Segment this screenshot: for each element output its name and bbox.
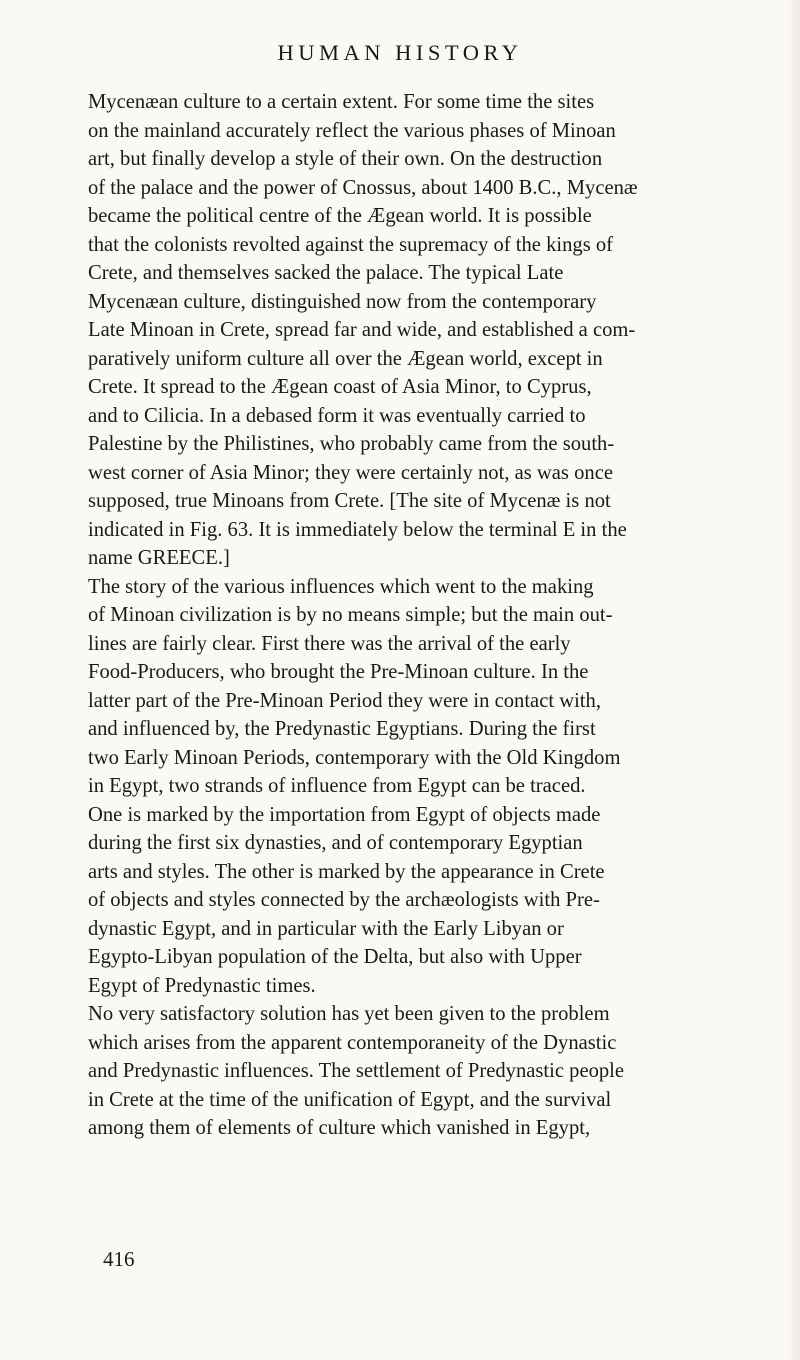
page-number: 416: [103, 1247, 135, 1271]
text-line: and Predynastic influences. The settlement of Predynastic people: [88, 1060, 625, 1082]
text-line: and influenced by, the Predynastic Egyptians. During the first: [88, 718, 596, 740]
text-line: One is marked by the importation from Egypt of objects made: [88, 803, 601, 826]
text-line: and to Cilicia. In a debased form it was eventually carried to: [88, 404, 586, 427]
running-head: HUMAN HISTORY: [277, 40, 523, 65]
text-line: which arises from the apparent contemporaneity of the Dynastic: [88, 1031, 617, 1054]
text-line: that the colonists revolted against the supremacy of the kings of: [88, 233, 614, 256]
text-line: of the palace and the power of Cnossus, about 1400 B.C., Mycenæ: [88, 176, 638, 199]
text-line: dynastic Egypt, and in particular with the Early Libyan or: [88, 917, 564, 940]
text-line: Mycenæan culture to a certain extent. For some time the sites: [88, 91, 595, 113]
text-line: art, but finally develop a style of their own. On the destruction: [88, 148, 603, 170]
text-line: during the first six dynasties, and of contemporary Egyptian: [88, 832, 583, 854]
text-line: on the mainland accurately reflect the various phases of Minoan: [88, 119, 616, 142]
text-line: paratively uniform culture all over the Ægean world, except in: [88, 347, 603, 370]
text-line: Crete, and themselves sacked the palace. The typical Late: [88, 262, 564, 284]
body-text: [88, 88, 764, 1143]
text-line: Egypto-Libyan population of the Delta, but also with Upper: [88, 946, 582, 968]
text-line: of Minoan civilization is by no means simple; but the main out-: [88, 604, 613, 626]
text-line: two Early Minoan Periods, contemporary with the Old Kingdom: [88, 746, 621, 769]
text-line: Egypt of Predynastic times.: [88, 974, 316, 997]
text-line: among them of elements of culture which vanished in Egypt,: [88, 1117, 591, 1139]
text-line: indicated in Fig. 63. It is immediately below the terminal E in the: [88, 518, 627, 541]
text-line: The story of the various influences which went to the making: [88, 575, 594, 598]
text-line: of objects and styles connected by the archæologists with Pre-: [88, 889, 600, 911]
text-line: became the political centre of the Ægean world. It is possible: [88, 205, 592, 227]
text-line: in Crete at the time of the unification of Egypt, and the survival: [88, 1088, 612, 1111]
text-line: Late Minoan in Crete, spread far and wide, and established a com-: [88, 319, 636, 341]
text-line: name GREECE.]: [88, 547, 230, 569]
text-line: arts and styles. The other is marked by the appearance in Crete: [88, 860, 605, 883]
text-line: Crete. It spread to the Ægean coast of Asia Minor, to Cyprus,: [88, 376, 592, 398]
text-line: Mycenæan culture, distinguished now from the contemporary: [88, 290, 597, 313]
text-line: in Egypt, two strands of influence from Egypt can be traced.: [88, 775, 586, 797]
page-edge-shadow: [786, 0, 800, 1360]
text-line: lines are fairly clear. First there was the arrival of the early: [88, 632, 571, 655]
text-line: No very satisfactory solution has yet been given to the problem: [88, 1003, 610, 1025]
text-line: Palestine by the Philistines, who probably came from the south-: [88, 433, 615, 455]
text-line: latter part of the Pre-Minoan Period they were in contact with,: [88, 689, 601, 712]
text-line: Food-Producers, who brought the Pre-Minoan culture. In the: [88, 661, 589, 683]
text-line: supposed, true Minoans from Crete. [The site of Mycenæ is not: [88, 490, 611, 512]
text-line: west corner of Asia Minor; they were certainly not, as was once: [88, 461, 613, 484]
